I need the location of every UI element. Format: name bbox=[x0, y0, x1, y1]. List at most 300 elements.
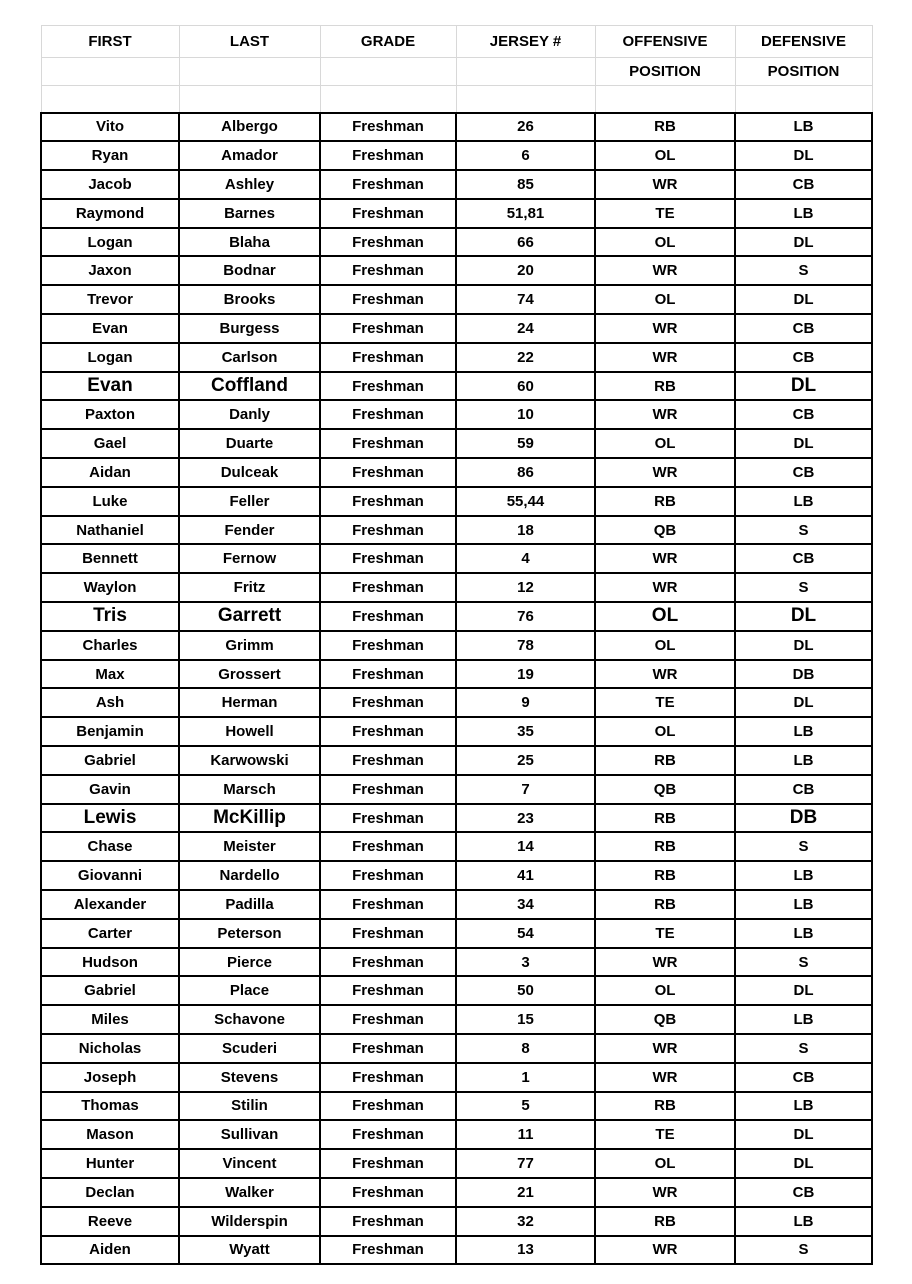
cell-jersey: 59 bbox=[456, 429, 595, 458]
cell-defense: LB bbox=[735, 746, 872, 775]
cell-last: Fender bbox=[179, 516, 320, 545]
cell-offense: WR bbox=[595, 256, 735, 285]
col-header-first-sub bbox=[41, 58, 179, 86]
cell-defense: DL bbox=[735, 1120, 872, 1149]
table-row bbox=[41, 1120, 872, 1149]
cell-grade: Freshman bbox=[320, 1092, 456, 1121]
cell-jersey: 23 bbox=[456, 804, 595, 833]
cell-last: Place bbox=[179, 976, 320, 1005]
roster-body bbox=[41, 113, 872, 1265]
cell-grade: Freshman bbox=[320, 602, 456, 631]
cell-grade: Freshman bbox=[320, 717, 456, 746]
col-header-defensive: DEFENSIVE bbox=[735, 26, 872, 58]
table-row bbox=[41, 976, 872, 1005]
cell-first: Declan bbox=[41, 1178, 179, 1207]
cell-last: Garrett bbox=[179, 602, 320, 631]
cell-first: Mason bbox=[41, 1120, 179, 1149]
cell-grade: Freshman bbox=[320, 1120, 456, 1149]
cell-first: Gael bbox=[41, 429, 179, 458]
cell-last: Grossert bbox=[179, 660, 320, 689]
table-row bbox=[41, 516, 872, 545]
cell-defense: CB bbox=[735, 343, 872, 372]
table-row bbox=[41, 285, 872, 314]
cell-jersey: 14 bbox=[456, 832, 595, 861]
cell-first: Jacob bbox=[41, 170, 179, 199]
cell-defense: LB bbox=[735, 487, 872, 516]
cell-jersey: 55,44 bbox=[456, 487, 595, 516]
table-row bbox=[41, 458, 872, 487]
cell-first: Nicholas bbox=[41, 1034, 179, 1063]
cell-first: Ash bbox=[41, 688, 179, 717]
cell-jersey: 50 bbox=[456, 976, 595, 1005]
cell-last: Coffland bbox=[179, 372, 320, 401]
cell-defense: CB bbox=[735, 775, 872, 804]
cell-last: Howell bbox=[179, 717, 320, 746]
cell-grade: Freshman bbox=[320, 573, 456, 602]
cell-offense: RB bbox=[595, 1092, 735, 1121]
cell-jersey: 20 bbox=[456, 256, 595, 285]
cell-last: Burgess bbox=[179, 314, 320, 343]
cell-last: Dulceak bbox=[179, 458, 320, 487]
table-row bbox=[41, 487, 872, 516]
cell-grade: Freshman bbox=[320, 890, 456, 919]
table-row bbox=[41, 1149, 872, 1178]
cell-last: Scuderi bbox=[179, 1034, 320, 1063]
cell-first: Hunter bbox=[41, 1149, 179, 1178]
cell-grade: Freshman bbox=[320, 113, 456, 142]
table-row bbox=[41, 573, 872, 602]
cell-offense: WR bbox=[595, 1236, 735, 1265]
cell-first: Joseph bbox=[41, 1063, 179, 1092]
cell-first: Aiden bbox=[41, 1236, 179, 1265]
cell-last: Walker bbox=[179, 1178, 320, 1207]
table-row bbox=[41, 1063, 872, 1092]
spacer-cell bbox=[456, 86, 595, 113]
cell-first: Evan bbox=[41, 372, 179, 401]
table-row bbox=[41, 141, 872, 170]
cell-jersey: 13 bbox=[456, 1236, 595, 1265]
table-row bbox=[41, 400, 872, 429]
cell-offense: TE bbox=[595, 1120, 735, 1149]
cell-grade: Freshman bbox=[320, 256, 456, 285]
cell-defense: S bbox=[735, 948, 872, 977]
cell-offense: RB bbox=[595, 890, 735, 919]
cell-grade: Freshman bbox=[320, 372, 456, 401]
cell-jersey: 85 bbox=[456, 170, 595, 199]
cell-last: Ashley bbox=[179, 170, 320, 199]
spacer-cell bbox=[735, 86, 872, 113]
col-header-offensive: OFFENSIVE bbox=[595, 26, 735, 58]
cell-grade: Freshman bbox=[320, 861, 456, 890]
cell-defense: CB bbox=[735, 458, 872, 487]
cell-first: Lewis bbox=[41, 804, 179, 833]
cell-jersey: 86 bbox=[456, 458, 595, 487]
cell-jersey: 18 bbox=[456, 516, 595, 545]
cell-jersey: 15 bbox=[456, 1005, 595, 1034]
cell-first: Luke bbox=[41, 487, 179, 516]
cell-last: Fritz bbox=[179, 573, 320, 602]
table-row bbox=[41, 746, 872, 775]
cell-jersey: 51,81 bbox=[456, 199, 595, 228]
table-row bbox=[41, 890, 872, 919]
cell-first: Logan bbox=[41, 228, 179, 257]
cell-jersey: 35 bbox=[456, 717, 595, 746]
cell-jersey: 78 bbox=[456, 631, 595, 660]
cell-grade: Freshman bbox=[320, 660, 456, 689]
cell-grade: Freshman bbox=[320, 1063, 456, 1092]
cell-jersey: 10 bbox=[456, 400, 595, 429]
table-row bbox=[41, 113, 872, 142]
cell-defense: LB bbox=[735, 919, 872, 948]
cell-grade: Freshman bbox=[320, 228, 456, 257]
cell-offense: OL bbox=[595, 228, 735, 257]
cell-grade: Freshman bbox=[320, 458, 456, 487]
cell-first: Charles bbox=[41, 631, 179, 660]
cell-last: Herman bbox=[179, 688, 320, 717]
cell-offense: WR bbox=[595, 343, 735, 372]
cell-defense: DL bbox=[735, 688, 872, 717]
cell-first: Ryan bbox=[41, 141, 179, 170]
cell-first: Gabriel bbox=[41, 976, 179, 1005]
cell-last: Meister bbox=[179, 832, 320, 861]
cell-last: Feller bbox=[179, 487, 320, 516]
cell-last: Brooks bbox=[179, 285, 320, 314]
cell-defense: DL bbox=[735, 1149, 872, 1178]
table-row bbox=[41, 228, 872, 257]
cell-jersey: 8 bbox=[456, 1034, 595, 1063]
cell-grade: Freshman bbox=[320, 516, 456, 545]
cell-offense: WR bbox=[595, 458, 735, 487]
cell-defense: LB bbox=[735, 717, 872, 746]
cell-offense: RB bbox=[595, 832, 735, 861]
table-row bbox=[41, 1034, 872, 1063]
cell-defense: CB bbox=[735, 544, 872, 573]
cell-first: Gabriel bbox=[41, 746, 179, 775]
cell-last: Albergo bbox=[179, 113, 320, 142]
table-row bbox=[41, 861, 872, 890]
cell-grade: Freshman bbox=[320, 429, 456, 458]
cell-defense: S bbox=[735, 573, 872, 602]
cell-last: Barnes bbox=[179, 199, 320, 228]
table-row bbox=[41, 1178, 872, 1207]
cell-jersey: 7 bbox=[456, 775, 595, 804]
cell-last: McKillip bbox=[179, 804, 320, 833]
cell-last: Wilderspin bbox=[179, 1207, 320, 1236]
table-row bbox=[41, 1236, 872, 1265]
cell-last: Blaha bbox=[179, 228, 320, 257]
cell-jersey: 21 bbox=[456, 1178, 595, 1207]
cell-offense: WR bbox=[595, 170, 735, 199]
cell-grade: Freshman bbox=[320, 919, 456, 948]
table-row bbox=[41, 1092, 872, 1121]
cell-last: Padilla bbox=[179, 890, 320, 919]
col-header-grade-sub bbox=[320, 58, 456, 86]
table-row bbox=[41, 660, 872, 689]
cell-grade: Freshman bbox=[320, 400, 456, 429]
col-header-offensive-position: POSITION bbox=[595, 58, 735, 86]
cell-last: Karwowski bbox=[179, 746, 320, 775]
cell-defense: S bbox=[735, 832, 872, 861]
cell-first: Hudson bbox=[41, 948, 179, 977]
table-row bbox=[41, 372, 872, 401]
header-row-2 bbox=[41, 58, 872, 86]
cell-defense: DB bbox=[735, 804, 872, 833]
col-header-jersey: JERSEY # bbox=[456, 26, 595, 58]
table-row bbox=[41, 343, 872, 372]
cell-defense: S bbox=[735, 1236, 872, 1265]
cell-grade: Freshman bbox=[320, 141, 456, 170]
cell-jersey: 11 bbox=[456, 1120, 595, 1149]
cell-last: Amador bbox=[179, 141, 320, 170]
cell-grade: Freshman bbox=[320, 170, 456, 199]
cell-last: Vincent bbox=[179, 1149, 320, 1178]
cell-offense: OL bbox=[595, 717, 735, 746]
table-row bbox=[41, 775, 872, 804]
cell-first: Giovanni bbox=[41, 861, 179, 890]
cell-last: Fernow bbox=[179, 544, 320, 573]
cell-offense: WR bbox=[595, 1034, 735, 1063]
cell-defense: DL bbox=[735, 602, 872, 631]
cell-first: Evan bbox=[41, 314, 179, 343]
cell-offense: TE bbox=[595, 199, 735, 228]
col-header-jersey-sub bbox=[456, 58, 595, 86]
col-header-defensive-position: POSITION bbox=[735, 58, 872, 86]
cell-grade: Freshman bbox=[320, 631, 456, 660]
cell-jersey: 12 bbox=[456, 573, 595, 602]
cell-grade: Freshman bbox=[320, 1149, 456, 1178]
cell-first: Benjamin bbox=[41, 717, 179, 746]
cell-first: Raymond bbox=[41, 199, 179, 228]
cell-grade: Freshman bbox=[320, 285, 456, 314]
table-row bbox=[41, 199, 872, 228]
cell-offense: WR bbox=[595, 660, 735, 689]
cell-grade: Freshman bbox=[320, 314, 456, 343]
cell-offense: WR bbox=[595, 400, 735, 429]
cell-offense: RB bbox=[595, 113, 735, 142]
cell-jersey: 6 bbox=[456, 141, 595, 170]
cell-grade: Freshman bbox=[320, 1034, 456, 1063]
col-header-first: FIRST bbox=[41, 26, 179, 58]
cell-first: Paxton bbox=[41, 400, 179, 429]
cell-first: Aidan bbox=[41, 458, 179, 487]
cell-offense: RB bbox=[595, 804, 735, 833]
table-row bbox=[41, 602, 872, 631]
cell-jersey: 26 bbox=[456, 113, 595, 142]
cell-defense: DL bbox=[735, 285, 872, 314]
cell-defense: LB bbox=[735, 1092, 872, 1121]
cell-offense: OL bbox=[595, 602, 735, 631]
cell-offense: WR bbox=[595, 544, 735, 573]
cell-first: Vito bbox=[41, 113, 179, 142]
cell-grade: Freshman bbox=[320, 1005, 456, 1034]
cell-offense: QB bbox=[595, 775, 735, 804]
cell-first: Chase bbox=[41, 832, 179, 861]
cell-offense: RB bbox=[595, 746, 735, 775]
cell-defense: DL bbox=[735, 976, 872, 1005]
cell-offense: TE bbox=[595, 919, 735, 948]
header-row-spacer bbox=[41, 86, 872, 113]
cell-offense: OL bbox=[595, 429, 735, 458]
cell-jersey: 66 bbox=[456, 228, 595, 257]
cell-offense: QB bbox=[595, 1005, 735, 1034]
cell-defense: DL bbox=[735, 429, 872, 458]
cell-grade: Freshman bbox=[320, 487, 456, 516]
cell-defense: CB bbox=[735, 314, 872, 343]
roster-table bbox=[40, 25, 873, 1265]
cell-first: Alexander bbox=[41, 890, 179, 919]
cell-first: Tris bbox=[41, 602, 179, 631]
cell-last: Schavone bbox=[179, 1005, 320, 1034]
cell-offense: RB bbox=[595, 861, 735, 890]
spacer-cell bbox=[179, 86, 320, 113]
cell-defense: CB bbox=[735, 1178, 872, 1207]
cell-last: Sullivan bbox=[179, 1120, 320, 1149]
col-header-last: LAST bbox=[179, 26, 320, 58]
cell-first: Thomas bbox=[41, 1092, 179, 1121]
cell-offense: OL bbox=[595, 141, 735, 170]
cell-grade: Freshman bbox=[320, 1236, 456, 1265]
cell-jersey: 4 bbox=[456, 544, 595, 573]
cell-jersey: 25 bbox=[456, 746, 595, 775]
cell-jersey: 22 bbox=[456, 343, 595, 372]
table-row bbox=[41, 1207, 872, 1236]
cell-offense: RB bbox=[595, 1207, 735, 1236]
cell-offense: OL bbox=[595, 285, 735, 314]
table-row bbox=[41, 948, 872, 977]
spacer-cell bbox=[320, 86, 456, 113]
cell-jersey: 24 bbox=[456, 314, 595, 343]
cell-first: Waylon bbox=[41, 573, 179, 602]
cell-jersey: 60 bbox=[456, 372, 595, 401]
cell-defense: LB bbox=[735, 1005, 872, 1034]
cell-defense: DB bbox=[735, 660, 872, 689]
cell-grade: Freshman bbox=[320, 1178, 456, 1207]
cell-defense: CB bbox=[735, 400, 872, 429]
cell-jersey: 5 bbox=[456, 1092, 595, 1121]
cell-jersey: 3 bbox=[456, 948, 595, 977]
cell-defense: CB bbox=[735, 1063, 872, 1092]
cell-first: Bennett bbox=[41, 544, 179, 573]
cell-first: Nathaniel bbox=[41, 516, 179, 545]
cell-offense: QB bbox=[595, 516, 735, 545]
cell-jersey: 32 bbox=[456, 1207, 595, 1236]
cell-last: Nardello bbox=[179, 861, 320, 890]
table-row bbox=[41, 631, 872, 660]
cell-last: Peterson bbox=[179, 919, 320, 948]
table-row bbox=[41, 688, 872, 717]
cell-offense: WR bbox=[595, 1178, 735, 1207]
cell-first: Reeve bbox=[41, 1207, 179, 1236]
table-row bbox=[41, 1005, 872, 1034]
cell-jersey: 1 bbox=[456, 1063, 595, 1092]
table-row bbox=[41, 804, 872, 833]
cell-defense: S bbox=[735, 1034, 872, 1063]
cell-offense: WR bbox=[595, 314, 735, 343]
cell-first: Gavin bbox=[41, 775, 179, 804]
table-row bbox=[41, 314, 872, 343]
cell-defense: LB bbox=[735, 890, 872, 919]
cell-first: Max bbox=[41, 660, 179, 689]
cell-last: Wyatt bbox=[179, 1236, 320, 1265]
cell-jersey: 19 bbox=[456, 660, 595, 689]
cell-grade: Freshman bbox=[320, 832, 456, 861]
cell-defense: S bbox=[735, 256, 872, 285]
table-row bbox=[41, 832, 872, 861]
cell-offense: WR bbox=[595, 573, 735, 602]
roster-header bbox=[41, 26, 872, 113]
cell-grade: Freshman bbox=[320, 775, 456, 804]
cell-defense: LB bbox=[735, 861, 872, 890]
cell-last: Carlson bbox=[179, 343, 320, 372]
cell-defense: DL bbox=[735, 141, 872, 170]
cell-last: Stevens bbox=[179, 1063, 320, 1092]
cell-grade: Freshman bbox=[320, 746, 456, 775]
table-row bbox=[41, 544, 872, 573]
cell-jersey: 54 bbox=[456, 919, 595, 948]
col-header-grade: GRADE bbox=[320, 26, 456, 58]
cell-offense: WR bbox=[595, 1063, 735, 1092]
cell-last: Stilin bbox=[179, 1092, 320, 1121]
cell-defense: DL bbox=[735, 631, 872, 660]
cell-offense: OL bbox=[595, 631, 735, 660]
cell-offense: RB bbox=[595, 487, 735, 516]
cell-first: Miles bbox=[41, 1005, 179, 1034]
cell-jersey: 9 bbox=[456, 688, 595, 717]
cell-last: Marsch bbox=[179, 775, 320, 804]
cell-first: Logan bbox=[41, 343, 179, 372]
spacer-cell bbox=[595, 86, 735, 113]
cell-defense: CB bbox=[735, 170, 872, 199]
cell-jersey: 76 bbox=[456, 602, 595, 631]
table-row bbox=[41, 170, 872, 199]
cell-grade: Freshman bbox=[320, 976, 456, 1005]
cell-offense: TE bbox=[595, 688, 735, 717]
cell-offense: RB bbox=[595, 372, 735, 401]
cell-defense: LB bbox=[735, 199, 872, 228]
cell-grade: Freshman bbox=[320, 199, 456, 228]
cell-grade: Freshman bbox=[320, 804, 456, 833]
header-row-1 bbox=[41, 26, 872, 58]
cell-first: Carter bbox=[41, 919, 179, 948]
cell-defense: DL bbox=[735, 228, 872, 257]
table-row bbox=[41, 919, 872, 948]
cell-jersey: 77 bbox=[456, 1149, 595, 1178]
cell-last: Grimm bbox=[179, 631, 320, 660]
cell-grade: Freshman bbox=[320, 544, 456, 573]
cell-offense: OL bbox=[595, 976, 735, 1005]
cell-grade: Freshman bbox=[320, 343, 456, 372]
cell-grade: Freshman bbox=[320, 688, 456, 717]
cell-jersey: 74 bbox=[456, 285, 595, 314]
cell-jersey: 41 bbox=[456, 861, 595, 890]
cell-last: Danly bbox=[179, 400, 320, 429]
spacer-cell bbox=[41, 86, 179, 113]
cell-first: Jaxon bbox=[41, 256, 179, 285]
table-row bbox=[41, 429, 872, 458]
cell-last: Duarte bbox=[179, 429, 320, 458]
col-header-last-sub bbox=[179, 58, 320, 86]
cell-offense: WR bbox=[595, 948, 735, 977]
table-row bbox=[41, 256, 872, 285]
cell-grade: Freshman bbox=[320, 1207, 456, 1236]
cell-offense: OL bbox=[595, 1149, 735, 1178]
table-row bbox=[41, 717, 872, 746]
cell-defense: LB bbox=[735, 1207, 872, 1236]
cell-defense: S bbox=[735, 516, 872, 545]
cell-first: Trevor bbox=[41, 285, 179, 314]
cell-jersey: 34 bbox=[456, 890, 595, 919]
cell-defense: LB bbox=[735, 113, 872, 142]
